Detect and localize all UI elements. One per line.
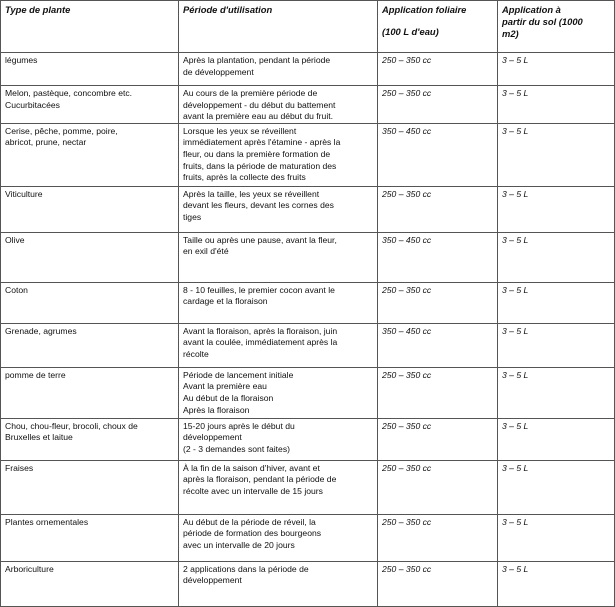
usage-period-cell-line: Avant la première eau <box>183 381 267 392</box>
plant-type-cell-line: légumes <box>5 55 38 65</box>
usage-period-cell-line: en exil d'été <box>183 246 229 257</box>
usage-period-cell <box>179 123 378 186</box>
foliar-dose-cell-value: 250 – 350 cc <box>382 188 432 199</box>
usage-period-cell-line: fruits, après la collecte des fruits <box>183 172 306 183</box>
usage-period-cell-line: 8 - 10 feuilles, le premier cocon avant le <box>183 284 335 295</box>
plant-type-cell <box>1 186 179 232</box>
foliar-dose-cell <box>378 232 498 282</box>
foliar-dose-cell-value: 250 – 350 cc <box>382 88 432 98</box>
plant-type-cell-line: Bruxelles et laitue <box>5 432 73 443</box>
soil-dose-cell <box>498 514 615 561</box>
soil-dose-cell-value: 3 – 5 L <box>502 55 529 65</box>
usage-period-cell-line: fleur, ou dans la première formation de <box>183 148 331 159</box>
foliar-dose-cell-value: 350 – 450 cc <box>382 325 432 336</box>
table-row <box>1 367 615 418</box>
plant-type-cell <box>1 123 179 186</box>
header-plant-type: Type de plante <box>1 1 179 53</box>
soil-dose-cell <box>498 323 615 367</box>
soil-dose-cell-value: 3 – 5 L <box>502 420 529 431</box>
plant-type-cell-line: Viticulture <box>5 188 43 199</box>
plant-type-cell <box>1 282 179 323</box>
plant-type-cell <box>1 561 179 606</box>
usage-period-cell-line: récolte avec un intervalle de 15 jours <box>183 485 323 496</box>
usage-period-cell-line: À la fin de la saison d'hiver, avant et <box>183 462 320 473</box>
usage-period-cell <box>179 514 378 561</box>
usage-period-cell-line: développement <box>183 575 242 586</box>
header-soil-application: Application à partir du sol (1000 m2) <box>498 1 615 53</box>
usage-period-cell-line: avec un intervalle de 20 jours <box>183 539 295 550</box>
table-row <box>1 561 615 606</box>
usage-period-cell <box>179 367 378 418</box>
usage-period-cell-line: Taille ou après une pause, avant la fleur, <box>183 234 337 245</box>
soil-dose-cell <box>498 460 615 514</box>
plant-type-cell <box>1 323 179 367</box>
soil-dose-cell <box>498 282 615 323</box>
table-row <box>1 418 615 460</box>
usage-period-cell-line: avant la première eau au début du fruit. <box>183 111 334 122</box>
usage-period-cell <box>179 460 378 514</box>
plant-type-cell-line: Melon, pastèque, concombre etc. <box>5 88 133 98</box>
table-row <box>1 53 615 86</box>
usage-period-cell-line: tiges <box>183 211 202 222</box>
plant-type-cell-line: Plantes ornementales <box>5 516 89 527</box>
usage-period-cell-line: Après la floraison <box>183 404 250 415</box>
foliar-dose-cell-value: 250 – 350 cc <box>382 369 432 380</box>
table-row <box>1 460 615 514</box>
usage-period-cell-line: Au cours de la première période de <box>183 88 318 98</box>
soil-dose-cell <box>498 232 615 282</box>
table-row <box>1 323 615 367</box>
header-row <box>1 1 615 53</box>
foliar-dose-cell-value: 350 – 450 cc <box>382 125 432 136</box>
usage-period-cell-line: développement - du début du battement <box>183 99 336 110</box>
foliar-dose-cell-value: 250 – 350 cc <box>382 284 432 295</box>
plant-type-cell-line: Chou, chou-fleur, brocoli, choux de <box>5 420 138 431</box>
foliar-dose-cell-value: 250 – 350 cc <box>382 462 432 473</box>
usage-period-cell-line: 15-20 jours après le début du <box>183 420 295 431</box>
foliar-dose-cell <box>378 514 498 561</box>
soil-dose-cell <box>498 561 615 606</box>
soil-dose-cell <box>498 86 615 124</box>
foliar-dose-cell <box>378 460 498 514</box>
usage-period-cell <box>179 282 378 323</box>
plant-type-cell-line: Coton <box>5 284 28 295</box>
usage-period-cell-line: de développement <box>183 66 254 77</box>
plant-type-cell-line: Cucurbitacées <box>5 99 60 110</box>
foliar-dose-cell <box>378 282 498 323</box>
plant-type-cell-line: pomme de terre <box>5 369 66 380</box>
soil-dose-cell <box>498 123 615 186</box>
usage-period-cell-line: Avant la floraison, après la floraison, juin <box>183 325 338 336</box>
table-row <box>1 186 615 232</box>
foliar-dose-cell-value: 250 – 350 cc <box>382 516 432 527</box>
plant-type-cell-line: Olive <box>5 234 25 245</box>
foliar-dose-cell <box>378 86 498 124</box>
soil-dose-cell-value: 3 – 5 L <box>502 369 529 380</box>
plant-type-cell-line: Cerise, pêche, pomme, poire, <box>5 125 118 136</box>
usage-period-cell <box>179 86 378 124</box>
plant-type-cell <box>1 514 179 561</box>
usage-period-cell <box>179 323 378 367</box>
usage-period-cell-line: avant la coulée, immédiatement après la <box>183 337 338 348</box>
foliar-dose-cell-value: 250 – 350 cc <box>382 55 432 65</box>
usage-period-cell-line: après la floraison, pendant la période de <box>183 474 337 485</box>
foliar-dose-cell-value: 250 – 350 cc <box>382 420 432 431</box>
soil-dose-cell-value: 3 – 5 L <box>502 188 529 199</box>
foliar-dose-cell <box>378 323 498 367</box>
plant-type-cell-line: Fraises <box>5 462 34 473</box>
table-row <box>1 86 615 124</box>
plant-type-cell-line: Arboriculture <box>5 563 54 574</box>
usage-period-cell-line: Lorsque les yeux se réveillent <box>183 125 297 136</box>
soil-dose-cell <box>498 418 615 460</box>
table-row <box>1 282 615 323</box>
usage-period-cell <box>179 186 378 232</box>
plant-type-cell-line: Grenade, agrumes <box>5 325 77 336</box>
usage-period-cell <box>179 53 378 86</box>
plant-type-cell <box>1 418 179 460</box>
soil-dose-cell-value: 3 – 5 L <box>502 88 529 98</box>
header-usage-period: Période d'utilisation <box>179 1 378 53</box>
foliar-dose-cell <box>378 367 498 418</box>
table-body <box>1 53 615 607</box>
soil-dose-cell <box>498 186 615 232</box>
soil-dose-cell-value: 3 – 5 L <box>502 516 529 527</box>
soil-dose-cell-value: 3 – 5 L <box>502 325 529 336</box>
header-foliar-application: Application foliaire (100 L d'eau) <box>378 1 498 53</box>
usage-period-cell-line: immédiatement après l'étamine - après la <box>183 137 341 148</box>
usage-period-cell-line: (2 - 3 demandes sont faites) <box>183 443 290 454</box>
soil-dose-cell <box>498 53 615 86</box>
usage-period-cell-line: devant les fleurs, devant les cornes des <box>183 200 334 211</box>
foliar-dose-cell <box>378 186 498 232</box>
plant-type-cell <box>1 53 179 86</box>
usage-period-cell-line: développement <box>183 432 242 443</box>
usage-period-cell-line: Au début de la floraison <box>183 392 274 403</box>
plant-type-cell <box>1 86 179 124</box>
usage-period-cell-line: fruits, dans la période de maturation des <box>183 160 337 171</box>
plant-type-cell <box>1 460 179 514</box>
plant-type-cell-line: abricot, prune, nectar <box>5 137 87 148</box>
usage-period-cell-line: 2 applications dans la période de <box>183 563 309 574</box>
foliar-dose-cell <box>378 418 498 460</box>
soil-dose-cell-value: 3 – 5 L <box>502 462 529 473</box>
soil-dose-cell-value: 3 – 5 L <box>502 284 529 295</box>
foliar-dose-cell-value: 350 – 450 cc <box>382 234 432 245</box>
usage-period-cell-line: Après la taille, les yeux se réveillent <box>183 188 320 199</box>
usage-period-cell <box>179 561 378 606</box>
foliar-dose-cell <box>378 561 498 606</box>
foliar-dose-cell-value: 250 – 350 cc <box>382 563 432 574</box>
foliar-dose-cell <box>378 123 498 186</box>
table-row <box>1 123 615 186</box>
plant-type-cell <box>1 232 179 282</box>
usage-period-cell <box>179 232 378 282</box>
soil-dose-cell-value: 3 – 5 L <box>502 234 529 245</box>
usage-period-cell-line: Au début de la période de réveil, la <box>183 516 316 527</box>
soil-dose-cell-value: 3 – 5 L <box>502 125 529 136</box>
soil-dose-cell <box>498 367 615 418</box>
usage-period-cell-line: récolte <box>183 348 209 359</box>
usage-period-cell-line: Période de lancement initiale <box>183 369 294 380</box>
soil-dose-cell-value: 3 – 5 L <box>502 563 529 574</box>
usage-period-cell-line: Après la plantation, pendant la période <box>183 55 331 65</box>
usage-period-cell <box>179 418 378 460</box>
usage-period-cell-line: période de formation des bourgeons <box>183 528 322 539</box>
table-row <box>1 514 615 561</box>
usage-period-cell-line: cardage et la floraison <box>183 296 268 307</box>
foliar-dose-cell <box>378 53 498 86</box>
plant-type-cell <box>1 367 179 418</box>
table-row <box>1 232 615 282</box>
